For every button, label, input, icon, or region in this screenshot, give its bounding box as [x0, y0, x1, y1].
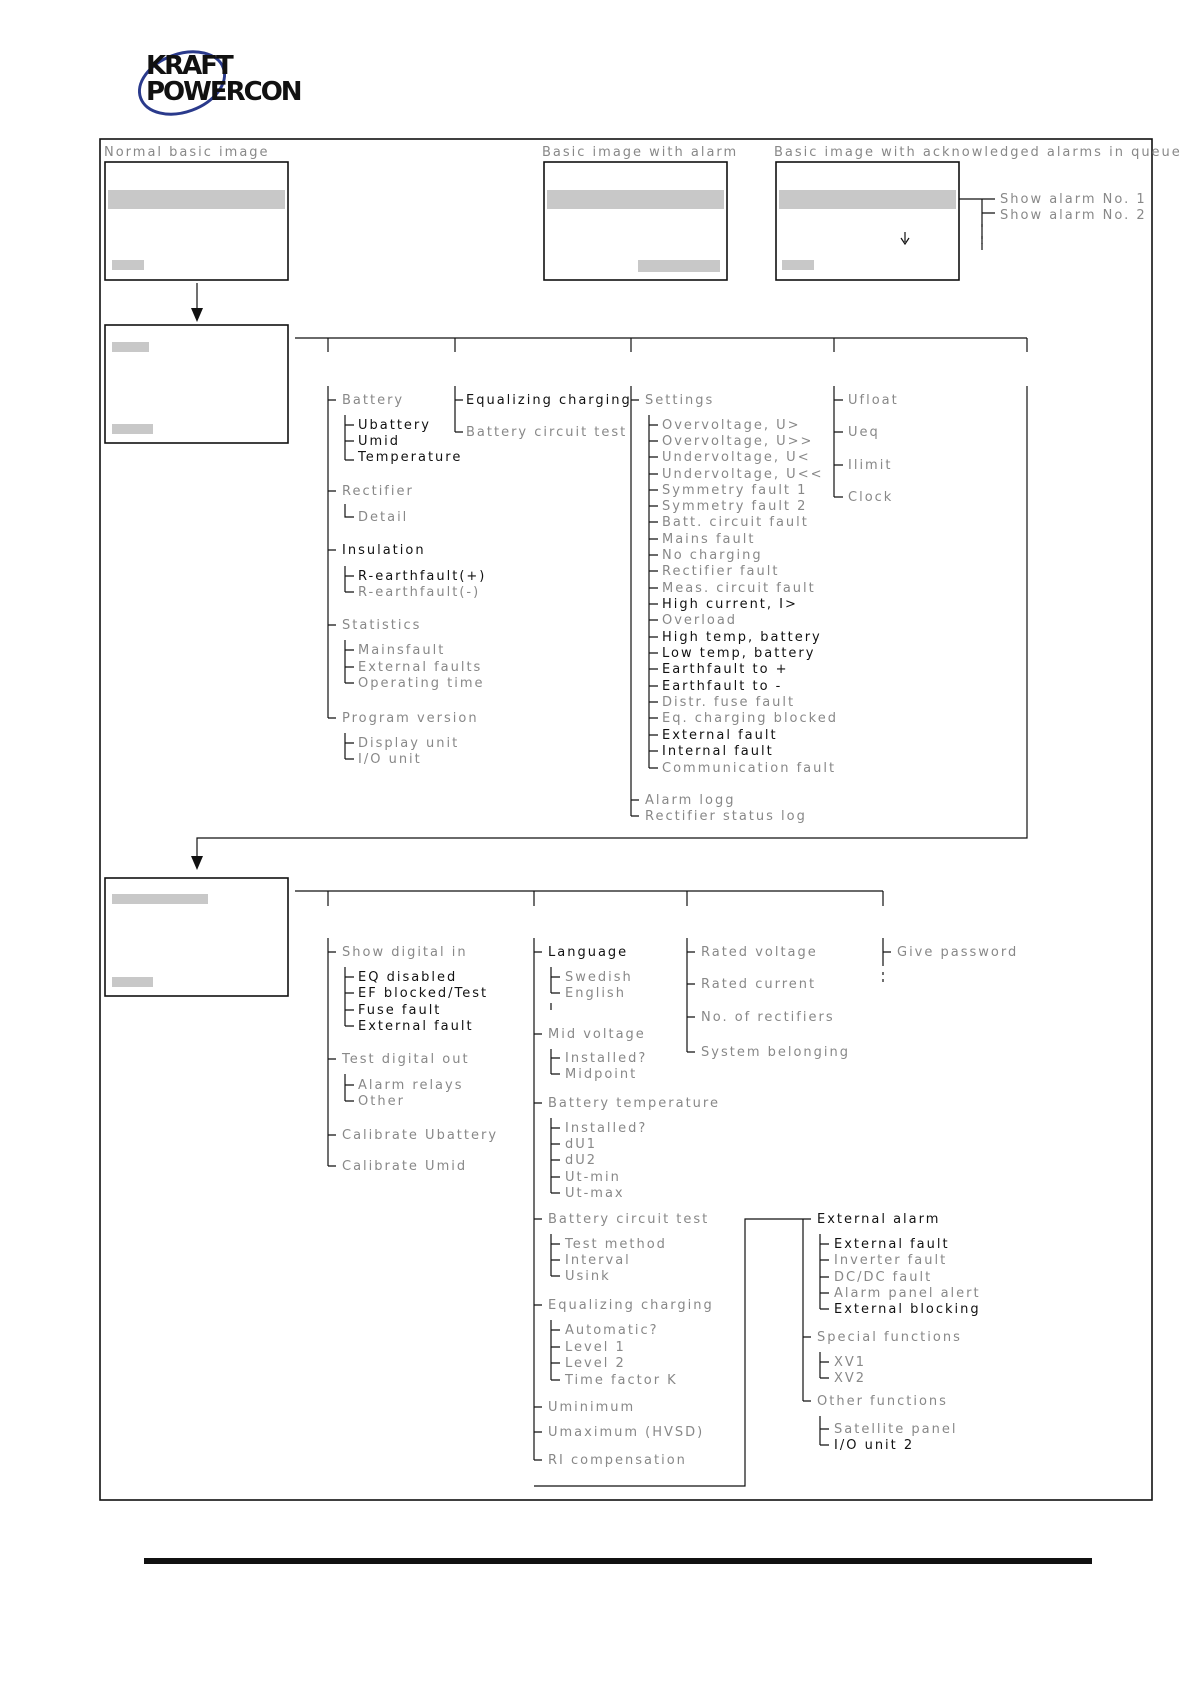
m2-rated-current: Rated current	[701, 977, 817, 992]
set-mains-fault: Mains fault	[662, 532, 756, 547]
m1-ubattery: Ubattery	[358, 418, 431, 433]
set-no-charging: No charging	[662, 548, 763, 563]
m1-display-unit: Display unit	[358, 736, 460, 751]
set-meas-circuit: Meas. circuit fault	[662, 581, 816, 596]
m2-language: Language	[548, 945, 629, 960]
logo-line2: POWERCON	[146, 77, 301, 107]
m2-satellite-panel: Satellite panel	[834, 1422, 958, 1437]
set-internal-fault: Internal fault	[662, 744, 774, 759]
set-rectifier-fault: Rectifier fault	[662, 564, 780, 579]
m1-r-plus: R-earthfault(+)	[358, 569, 487, 584]
m1-rect-status-log: Rectifier status log	[645, 809, 807, 824]
alarm-image-label: Basic image with alarm	[542, 145, 739, 160]
set-earthfault-plus: Earthfault to +	[662, 662, 789, 677]
m1-batt-circuit-test: Battery circuit test	[466, 425, 628, 440]
m2-du1: dU1	[565, 1137, 598, 1152]
m2-ut-max: Ut-max	[565, 1186, 625, 1201]
set-high-temp: High temp, battery	[662, 630, 822, 645]
menu2-screen	[105, 878, 288, 996]
m2-ut-min: Ut-min	[565, 1170, 621, 1185]
m1-ilimit: Ilimit	[848, 458, 893, 473]
normal-basic-screen	[105, 162, 288, 280]
set-symmetry-2: Symmetry fault 2	[662, 499, 808, 514]
show-alarm-2: Show alarm No. 2	[1000, 208, 1147, 223]
m2-give-password: Give password	[897, 945, 1019, 960]
set-eq-blocked: Eq. charging blocked	[662, 711, 838, 726]
m2-rated-voltage: Rated voltage	[701, 945, 818, 960]
set-overload: Overload	[662, 613, 738, 628]
m2-special-functions: Special functions	[817, 1330, 962, 1345]
m2-uminimum: Uminimum	[548, 1400, 636, 1415]
m1-r-minus: R-earthfault(-)	[358, 585, 481, 600]
m2-other-functions: Other functions	[817, 1394, 948, 1409]
m2-other: Other	[358, 1094, 405, 1109]
m1-insulation: Insulation	[342, 543, 426, 558]
logo-line1: KRAFT	[146, 51, 232, 81]
m1-ext-faults: External faults	[358, 660, 483, 675]
m1-ufloat: Ufloat	[848, 393, 899, 408]
m2-level2: Level 2	[565, 1356, 626, 1371]
m2-level1: Level 1	[565, 1340, 626, 1355]
m2-no-rectifiers: No. of rectifiers	[701, 1010, 835, 1025]
m2-external-alarm: External alarm	[817, 1212, 941, 1227]
m2-alarm-relays: Alarm relays	[358, 1078, 464, 1093]
m1-temperature: Temperature	[358, 450, 463, 465]
m2-show-digital-in: Show digital in	[342, 945, 468, 960]
m2-english: English	[565, 986, 626, 1001]
m1-ueq: Ueq	[848, 425, 880, 440]
m1-clock: Clock	[848, 490, 894, 505]
m1-settings: Settings	[645, 393, 715, 408]
m1-io-unit: I/O unit	[358, 752, 422, 767]
set-undervoltage-2: Undervoltage, U<<	[662, 467, 824, 482]
m2-time-factor: Time factor K	[565, 1373, 678, 1388]
m2-external-fault: External fault	[358, 1019, 474, 1034]
m1-battery: Battery	[342, 393, 405, 408]
set-high-current: High current, I>	[662, 597, 798, 612]
m1-statistics: Statistics	[342, 618, 422, 633]
m2-swedish: Swedish	[565, 970, 633, 985]
set-overvoltage-2: Overvoltage, U>>	[662, 434, 814, 449]
m2-bt-installed: Installed?	[565, 1121, 648, 1136]
arrow-down-icon	[191, 308, 203, 322]
m2-umaximum: Umaximum (HVSD)	[548, 1425, 705, 1440]
menu1-screen	[105, 325, 288, 443]
m2-ea-external-fault: External fault	[834, 1237, 950, 1252]
m1-detail: Detail	[358, 510, 409, 525]
normal-image-label: Normal basic image	[104, 145, 270, 160]
set-communication-fault: Communication fault	[662, 761, 837, 776]
m2-fuse-fault: Fuse fault	[358, 1003, 442, 1018]
m2-alarm-panel-alert: Alarm panel alert	[834, 1286, 981, 1301]
m2-io-unit2: I/O unit 2	[834, 1438, 915, 1453]
set-symmetry-1: Symmetry fault 1	[662, 483, 808, 498]
m2-system-belonging: System belonging	[701, 1045, 851, 1060]
m1-eq-charging: Equalizing charging	[466, 393, 632, 408]
ack-basic-screen	[776, 162, 959, 280]
m2-usink: Usink	[565, 1269, 611, 1284]
m1-rectifier: Rectifier	[342, 484, 414, 499]
m2-inverter-fault: Inverter fault	[834, 1253, 948, 1268]
m1-alarm-logg: Alarm logg	[645, 793, 736, 808]
m1-op-time: Operating time	[358, 676, 485, 691]
kraft-powercon-logo	[131, 41, 301, 126]
m1-mainsfault: Mainsfault	[358, 643, 446, 658]
ack-image-label: Basic image with acknowledged alarms in queue	[774, 145, 1182, 160]
m2-xv2: XV2	[834, 1371, 867, 1386]
m2-batt-circuit-test: Battery circuit test	[548, 1212, 710, 1227]
set-external-fault: External fault	[662, 728, 778, 743]
footer-rule	[144, 1558, 1092, 1564]
set-overvoltage-1: Overvoltage, U>	[662, 418, 801, 433]
m2-test-method: Test method	[565, 1237, 667, 1252]
m1-umid: Umid	[358, 434, 401, 449]
alarm-basic-screen	[544, 162, 727, 280]
m2-eq-disabled: EQ disabled	[358, 970, 458, 985]
m2-automatic: Automatic?	[565, 1323, 659, 1338]
m2-interval: Interval	[565, 1253, 631, 1268]
m2-mid-voltage: Mid voltage	[548, 1027, 646, 1042]
m2-mid-installed: Installed?	[565, 1051, 648, 1066]
m2-batt-temp: Battery temperature	[548, 1096, 720, 1111]
m2-du2: dU2	[565, 1153, 598, 1168]
m2-external-blocking: External blocking	[834, 1302, 981, 1317]
set-batt-circuit: Batt. circuit fault	[662, 515, 809, 530]
m1-prog-version: Program version	[342, 711, 479, 726]
m2-midpoint: Midpoint	[565, 1067, 638, 1082]
set-undervoltage-1: Undervoltage, U<	[662, 450, 811, 465]
m2-ri-comp: RI compensation	[548, 1453, 687, 1468]
m2-xv1: XV1	[834, 1355, 867, 1370]
m2-ef-blocked: EF blocked/Test	[358, 986, 489, 1001]
arrow-down-icon-2	[191, 856, 203, 870]
set-low-temp: Low temp, battery	[662, 646, 816, 661]
set-earthfault-minus: Earthfault to -	[662, 679, 783, 694]
m2-cal-umid: Calibrate Umid	[342, 1159, 468, 1174]
set-distr-fuse: Distr. fuse fault	[662, 695, 796, 710]
m2-dcdc-fault: DC/DC fault	[834, 1270, 933, 1285]
m2-test-digital-out: Test digital out	[342, 1052, 470, 1067]
m2-eq-charging: Equalizing charging	[548, 1298, 714, 1313]
m2-cal-ubattery: Calibrate Ubattery	[342, 1128, 499, 1143]
show-alarm-1: Show alarm No. 1	[1000, 192, 1147, 207]
